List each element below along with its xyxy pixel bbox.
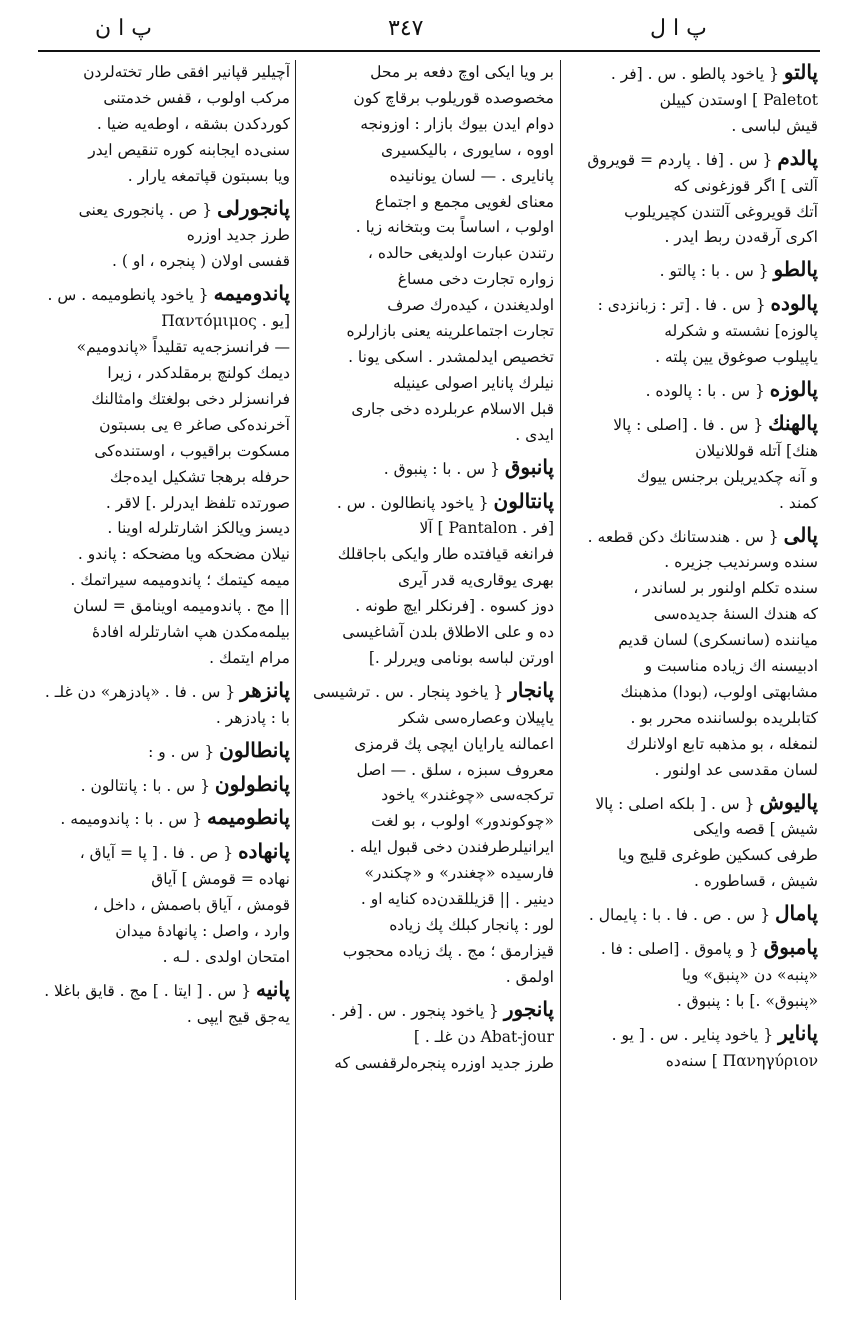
entry-text: — فرانسزجه‌یه تقلیداً «پاندومیم» [76,338,290,357]
entry-text: { س . [ ایتا . ] مج . قایق باغلا . [44,981,252,1000]
headword: پانزهر [240,677,290,702]
headword: پانیه [256,976,290,1001]
entry-line [40,893,290,919]
entry-line [566,935,818,963]
entry-line [300,1025,554,1051]
entry-line [300,267,554,293]
entry-line [300,594,554,620]
entry-line [300,397,554,423]
headword: پانطولون [214,771,290,796]
entry-text: لنمغله ، بو مذهبه تابع اولانلرك [626,734,818,753]
entry-line [566,60,818,88]
dictionary-entry [40,281,290,672]
entry-text: || مج . پاندومیمه اوینامق = لسان [73,597,290,616]
entry-text: دینیر . || قزیللقدن‌ده کنایه او . [360,890,554,909]
entry-text: قیزارمق ؛ مج . پك زیاده محجوب [342,941,554,960]
entry-line [300,423,554,449]
entry-line [566,706,818,732]
entry-line [40,60,290,86]
entry-line [566,491,818,517]
entry-text: { س . با : پاندومیمه . [60,810,203,829]
entry-line [300,190,554,216]
dictionary-entry [566,1021,818,1075]
entry-text: سنده وسرندیب جزیره . [664,553,818,572]
entry-text: { س . با : پالوده . [645,381,765,400]
entry-line [40,839,290,867]
entry-line [300,965,554,991]
entry-text: { س . با : پانتالون . [80,776,210,795]
entry-line [300,678,554,706]
entry-text: اکری آرقه‌دن ربط ایدر . [664,228,818,247]
entry-line [40,867,290,893]
entry-line [40,196,290,224]
entry-text: «پنبه» دن «پنبق» ویا [681,966,818,984]
entry-line [300,887,554,913]
entry-text: معروف سبزه ، سلق . — اصل [356,760,554,779]
headword: پاندومیمه [213,281,290,306]
entry-text: { یاخود پنایر . س . [ یو . [611,1025,774,1044]
column-middle [300,60,554,1300]
entry-text: بر ویا ایکی اوچ دفعه بر محل [370,63,554,81]
entry-text: { ص . فا . [ پا = آیاق ، [79,844,234,863]
entry-text: بهری یوقاری‌یه قدر آیری [398,571,554,590]
entry-line [566,114,818,140]
entry-text: کمند . [778,493,818,512]
entry-line [300,215,554,241]
entry-line [40,620,290,646]
entry-text: Paletot ] اوستدن کییلن [659,90,818,109]
headword: پانبوق [504,454,554,479]
headword: پانایر [778,1020,818,1045]
entry-text: { س . [فا . پاردم = قویروق [587,150,773,169]
entry-line [566,602,818,628]
entry-line [300,758,554,784]
entry-text: بیلمه‌مکدن هپ اشارتلرله افادهٔ [92,623,290,642]
entry-text: اولدیغندن ، کیده‌رك صرف [387,296,554,315]
dictionary-entry [566,790,818,896]
entry-line [40,387,290,413]
entry-line [566,843,818,869]
entry-line [566,963,818,989]
entry-line [566,817,818,843]
entry-line [40,335,290,361]
entry-line [40,945,290,971]
entry-text: طرز جدید اوزره پنجره‌لرقفسی که [334,1053,554,1072]
dictionary-entry [300,60,554,449]
entry-line [40,568,290,594]
entry-text: تجارت اجتماعلرینه یعنی بازارلره [346,322,554,341]
entry-line [566,345,818,371]
headword: پالتو [783,60,818,84]
entry-line [300,646,554,672]
entry-text: سنی‌ده ایجابنه کوره تنقیص ایدر [88,140,290,159]
entry-text: اولمق . [505,967,554,986]
entry-text: اورتن لباسه بونامی ویررلر .] [368,648,554,667]
entry-line [300,732,554,758]
entry-line [300,112,554,138]
dictionary-entry [566,523,818,784]
entry-text: { و پاموق . [اصلی : فا . [600,940,759,959]
dictionary-entry [566,291,818,371]
entry-line [300,809,554,835]
entry-line [300,620,554,646]
entry-line [566,1049,818,1075]
entry-text: ده و علی الاطلاق بلدن آشاغیسی [342,623,554,642]
entry-line [566,758,818,784]
entry-text: یاپیلوب صوغوق یین پلته . [655,348,818,367]
headword: پالوزه [769,376,818,401]
entry-line [300,913,554,939]
entry-line [566,225,818,251]
entry-text: قبل الاسلام عربلرده دخی جاری [351,399,554,418]
entry-line [300,542,554,568]
dictionary-entry [300,489,554,672]
entry-text: { یاخود پانطومیمه . س . [47,286,209,305]
entry-line [300,60,554,86]
entry-text: لسان مقدسی عد اولنور . [654,760,818,779]
entry-line [40,112,290,138]
entry-line [566,257,818,285]
entry-line [300,371,554,397]
entry-text: Πανηγύριον ] سنه‌ده [665,1051,818,1070]
entry-line [40,361,290,387]
entry-line [40,594,290,620]
headword: پالی [783,522,818,547]
entry-line [300,861,554,887]
entry-line [40,223,290,249]
entry-text: معنای لغویی مجمع و اجتماع [375,192,554,211]
entry-line [40,977,290,1005]
entry-text: { س . فا . «پادزهر» دن غلـ . [44,682,236,701]
entry-text: شیش ، قساطوره . [693,872,818,891]
entry-line [566,377,818,405]
header-right-letters: پ ا ل [650,16,707,41]
entry-text: ایرانیلرطرفندن دخی قبول ایله . [349,838,554,857]
entry-line [40,465,290,491]
headword: پامال [775,901,818,926]
entry-text: وارد ، واصل : پانهادهٔ میدان [115,922,290,941]
column-divider [295,60,296,1300]
headword: پالهنك [768,410,818,435]
headword: پانجار [508,677,554,702]
entry-line [566,523,818,551]
entry-line [300,489,554,517]
dictionary-entry [300,997,554,1077]
entry-line [40,413,290,439]
entry-line [300,241,554,267]
entry-text: ادبیسنه اك زیاده مناسبت و [644,657,818,676]
dictionary-entry [40,839,290,971]
entry-line [40,706,290,732]
entry-line [40,542,290,568]
entry-text: میمه کیتمك ؛ پاندومیمه سیراتمك . [70,571,290,590]
entry-text: دوام ایدن بیوك بازار : اوزونجه [360,114,554,133]
dictionary-entry [40,772,290,800]
entry-text: اووه ، سایوری ، بالیکسیری [381,140,554,159]
entry-line [40,86,290,112]
entry-text: قفسی اولان ( پنجره ، او ) . [112,252,290,271]
dictionary-entry [566,411,818,517]
entry-text: پانایری . — لسان یونانیده [389,166,554,185]
entry-line [300,783,554,809]
entry-line [300,138,554,164]
dictionary-entry [566,60,818,140]
entry-text: { س . ص . فا . با : پایمال . [588,906,771,925]
entry-text: کتابلریده بولساننده محرر بو . [630,708,818,727]
headword: پانطومیمه [207,805,290,830]
headword: پانتالون [493,488,554,513]
entry-text: { ص . پانجوری یعنی [78,200,213,219]
entry-line [300,86,554,112]
entry-text: آلتی ] اگر قوزغونی که [673,176,818,195]
entry-line [566,654,818,680]
dictionary-entry [566,146,818,252]
entry-text: امتحان اولدی . لـه . [162,948,290,966]
dictionary-entry [566,901,818,929]
entry-line [40,678,290,706]
column-divider [560,60,561,1300]
dictionary-entry [300,455,554,483]
entry-line [566,465,818,491]
entry-line [40,516,290,542]
headword: پامبوق [763,935,818,960]
entry-text: زواره تجارت دخی مساغ [397,270,554,289]
entry-text: Abat-jour دن غلـ . ] [413,1027,554,1046]
entry-line [300,568,554,594]
entry-text: ویا بسبتون قپاتمغه یارار . [127,166,290,185]
entry-text: مخصوصده قوریلوب برقاچ کون [353,88,554,107]
entry-text: شیش ] قصه وایکی [693,820,818,839]
dictionary-entry [566,377,818,405]
entry-line [300,164,554,190]
entry-text: «چوکوندور» اولوب ، بو لغت [371,812,554,831]
entry-text: هنك] آتله قوللانیلان [695,441,818,460]
entry-text: طرفی کسکین طوغری قلیج ویا [617,846,818,865]
entry-text: { یاخود پالطو . س . [فر . [610,65,779,83]
entry-line [566,200,818,226]
entry-text: کوردکدن بشقه ، اوطه‌یه ضیا . [96,114,290,133]
entry-text: ترکجه‌سی «چوغندر» یاخود [381,786,554,805]
entry-text: میاننده (سانسکری) لسان قدیم [618,631,818,650]
entry-line [40,249,290,275]
entry-line [40,805,290,833]
column-right [566,60,818,1300]
entry-line [40,491,290,517]
entry-text: دیمك کولنچ برمقلدکدر ، زیرا [107,363,290,382]
entry-line [40,646,290,672]
entry-line [300,516,554,542]
entry-text: آچیلیر قپانیر افقی طار تخته‌لردن [83,63,290,81]
entry-line [566,1021,818,1049]
header-rule [38,50,820,52]
entry-text: { س . با : پالتو . [659,262,769,281]
entry-line [566,869,818,895]
entry-text: اعمالنه یارایان ایچی پك قرمزی [354,734,554,753]
entry-line [40,138,290,164]
dictionary-entry [40,678,290,732]
entry-text: فرانغه قیافتده طار وایکی باجاقلك [337,545,554,564]
entry-text: { یاخود پنجور . س . [فر . [330,1001,499,1020]
dictionary-entry [40,60,290,190]
entry-line [566,790,818,818]
entry-line [300,997,554,1025]
entry-text: { س . فا . [تر : زبانزدی : [597,296,766,315]
headword: پالیوش [759,789,818,814]
entry-text: آتك قویروغی آلتندن کچیریلوب [624,202,818,221]
entry-text: فارسیده «چغندر» و «چکندر» [364,864,554,883]
entry-text: پالوزه] نشسته و شکرله [664,322,818,341]
dictionary-entry [566,257,818,285]
entry-line [300,455,554,483]
header-left-letters: پ ا ن [95,16,152,41]
entry-text: مشابهتی اولوب، (بودا) مذهبنك [620,682,818,701]
entry-text: نیلرك پانایر اصولی عینیله [392,373,554,392]
entry-line [300,293,554,319]
entry-line [300,319,554,345]
entry-line [40,738,290,766]
entry-line [566,576,818,602]
entry-text: نهاده = قومش ] آیاق [151,870,290,889]
entry-text: یه‌جق قیج ایپی . [186,1007,290,1026]
entry-text: { س . هندستانك دکن قطعه . [587,527,779,546]
column-left [40,60,290,1300]
dictionary-entry [40,738,290,766]
entry-line [300,939,554,965]
entry-text: و آنه چکدیریلن برجنس ییوك [636,467,818,486]
entry-line [300,706,554,732]
entry-text: یاپیلان وعصاره‌سی شکر [398,708,554,727]
entry-text: { س . فا . [اصلی : پالا [613,415,764,434]
page-number: ٣٤٧ [388,16,424,41]
entry-line [40,1005,290,1031]
entry-line [566,411,818,439]
entry-line [40,439,290,465]
entry-line [300,835,554,861]
entry-line [566,146,818,174]
entry-line [566,989,818,1015]
headword: پالوده [770,291,818,316]
entry-text: ایدی . [515,425,554,444]
entry-text: فرانسزلر دخی بولغتك وامثالنك [91,389,290,408]
entry-text: { س . [ بلکه اصلی : پالا [595,794,755,813]
dictionary-entry [40,977,290,1031]
entry-text: لور : پانجار کبلك پك زیاده [389,916,554,934]
dictionary-entry [566,935,818,1015]
dictionary-entry [40,196,290,276]
headword: پالدم [777,145,818,170]
entry-text: { س . با : پنبوق . [383,459,500,478]
entry-line [566,628,818,654]
entry-line [566,319,818,345]
entry-text: حرفله برهجا تشکیل ایده‌جك [109,467,290,486]
entry-text: با : پادزهر . [215,708,290,727]
entry-text: { س . و : [148,742,215,761]
entry-line [40,919,290,945]
entry-text: آخرنده‌کی صاغر e یی بسبتون [99,415,290,434]
entry-line [566,88,818,114]
entry-text: صورتده تلفظ ایدرلر .] لاقر . [105,493,290,512]
entry-line [566,901,818,929]
entry-line [40,164,290,190]
entry-line [566,680,818,706]
entry-line [566,174,818,200]
entry-text: مسکوت براقیوب ، اوستنده‌کی [94,441,290,460]
dictionary-entry [300,678,554,991]
headword: پانطالون [219,737,290,762]
entry-text: قومش ، آیاق باصمش ، داخل ، [93,896,290,915]
entry-text: رتندن عبارت اولدیغی حالده ، [367,244,554,263]
entry-text: مرام ایتمك . [209,648,290,667]
entry-line [40,309,290,335]
entry-text: سنده تکلم اولنور بر لساندر ، [633,579,818,598]
headword: پالطو [773,257,818,282]
entry-text: تخصیص ایدلمشدر . اسکی یونا . [348,347,554,366]
entry-line [40,281,290,309]
entry-line [300,345,554,371]
entry-text: اولوب ، اساساً بت وبتخانه زیا . [355,218,554,237]
dictionary-entry [40,805,290,833]
entry-text: طرز جدید اوزره [186,226,290,245]
entry-text: که هندك السنهٔ جدیده‌سی [653,605,818,624]
headword: پانجور [503,996,554,1021]
entry-line [300,1051,554,1077]
entry-line [566,291,818,319]
entry-line [40,772,290,800]
entry-text: { یاخود پانطالون . س . [336,493,489,512]
entry-text: دوز کسوه . [فرنکلر ایچ طونه . [355,597,554,616]
entry-text: نیلان مضحکه ویا مضحکه : پاندو . [77,545,290,564]
entry-line [566,439,818,465]
entry-text: قیش لباسی . [731,116,818,135]
entry-text: { یاخود پنجار . س . ترشیسی [312,682,504,701]
entry-text: دیسز ویالکز اشارتلرله اوینا . [107,519,290,538]
headword: پانجورلی [217,195,290,220]
entry-line [566,550,818,576]
entry-text: مرکب اولوب ، قفس خدمتنی [103,88,290,107]
entry-text: [فر . Pantalon ] آلا [419,519,554,538]
entry-text: «پنبوق» .] با : پنبوق . [676,991,818,1010]
entry-line [566,732,818,758]
entry-text: [یو . Παντόμιμος [161,312,290,331]
headword: پانهاده [238,839,290,864]
